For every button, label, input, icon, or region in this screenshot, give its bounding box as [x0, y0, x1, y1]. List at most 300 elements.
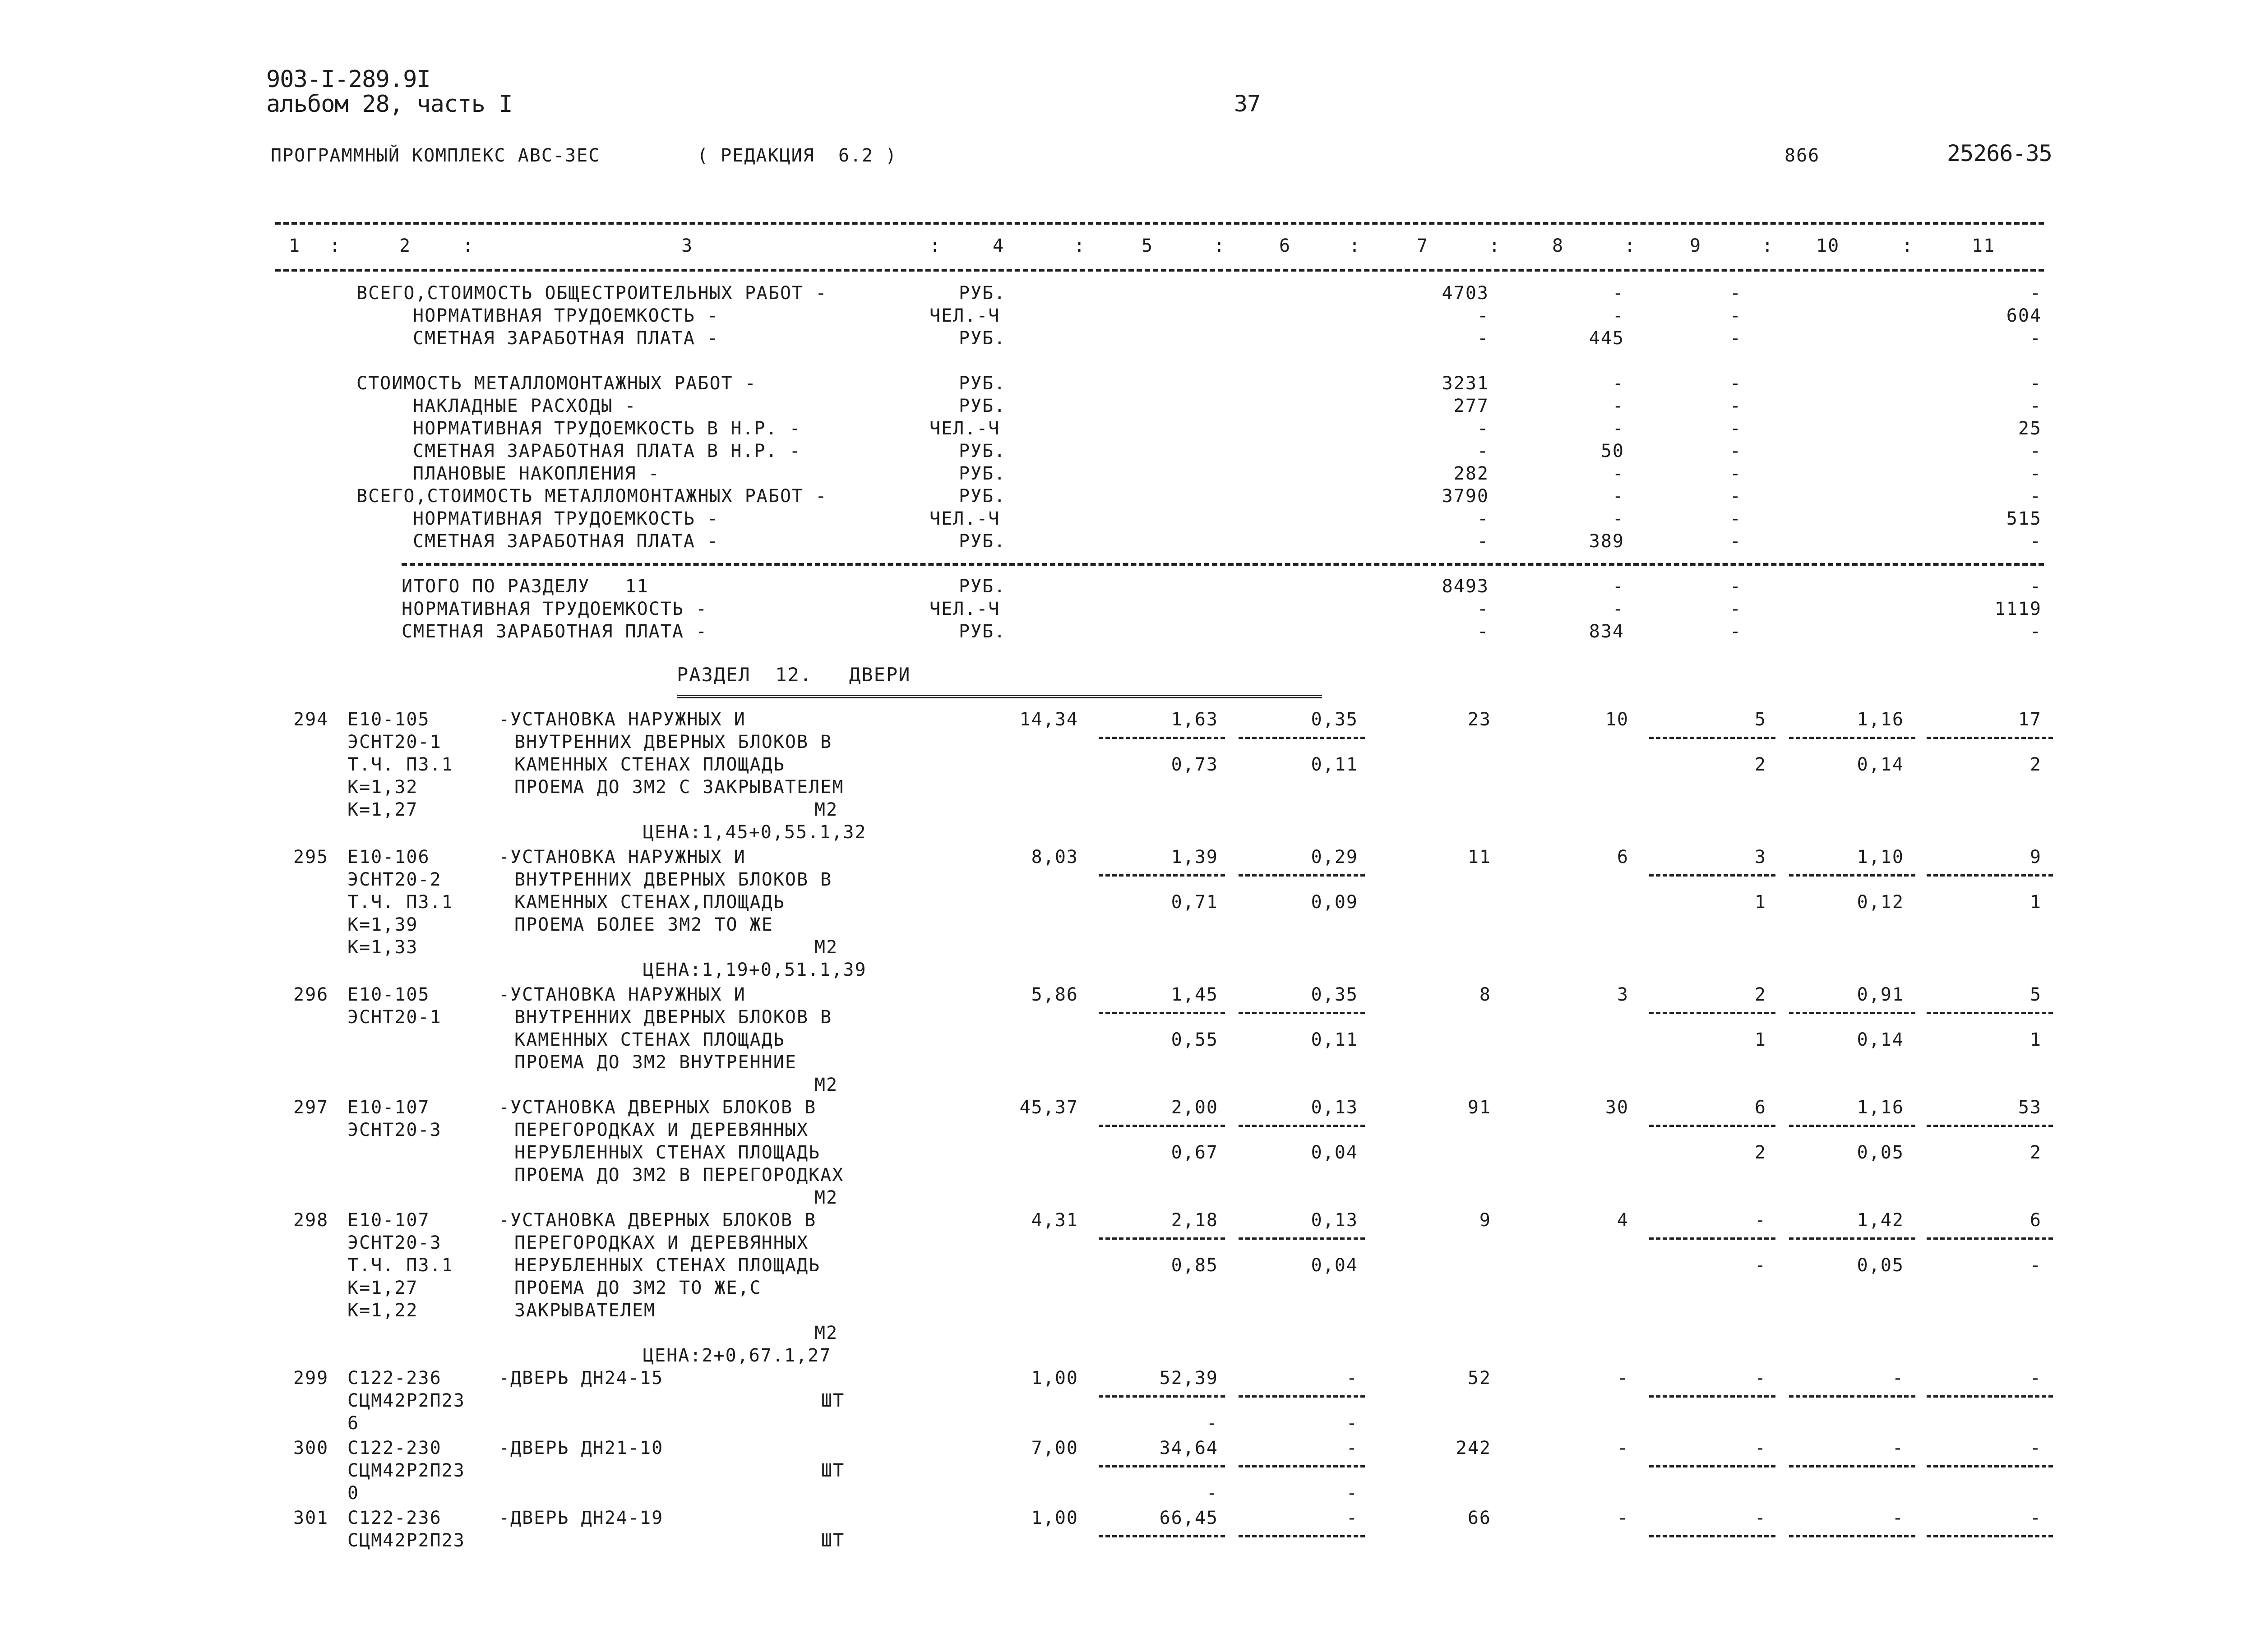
entry-col6: 0,35 [1311, 984, 1358, 1005]
entry-separator [1927, 1535, 2053, 1537]
column-header-cell: 9 [1690, 235, 1702, 256]
summary-unit: ЧЕЛ.-Ч [929, 599, 1000, 619]
summary-unit: ЧЕЛ.-Ч [929, 508, 1000, 529]
summary-unit: РУБ. [959, 576, 1006, 597]
sheet-number: 866 [1784, 145, 1820, 166]
summary-col9: - [1729, 621, 1742, 642]
entry-description: ПРОЕМА БОЛЕЕ 3М2 ТО ЖЕ [514, 914, 773, 935]
entry-separator [1789, 1125, 1915, 1127]
entry-separator [1649, 1465, 1775, 1467]
summary-label: ИТОГО ПО РАЗДЕЛУ 11 [402, 576, 649, 597]
entry-col10: - [1892, 1508, 1904, 1528]
entry-col11-sub: 2 [2029, 1142, 2042, 1163]
entry-col7: 52 [1467, 1368, 1491, 1389]
entry-col11-sub: 1 [2029, 892, 2042, 913]
summary-col11: - [2029, 441, 2042, 461]
summary-col9: - [1729, 396, 1742, 416]
entry-separator [1927, 1465, 2053, 1467]
summary-col7: - [1477, 328, 1489, 349]
entry-separator [1099, 874, 1225, 877]
entry-code: К=1,33 [347, 937, 418, 958]
entry-separator [1099, 1535, 1225, 1537]
entry-col7: 66 [1467, 1508, 1491, 1528]
entry-col9: - [1754, 1508, 1766, 1528]
entry-col4: 5,86 [1031, 984, 1078, 1005]
summary-col9: - [1729, 328, 1742, 349]
program-title: ПРОГРАММНЫЙ КОМПЛЕКС АВС-3ЕС [271, 145, 601, 166]
entry-description: -УСТАНОВКА НАРУЖНЫХ И [499, 709, 746, 730]
summary-label: СТОИМОСТЬ МЕТАЛЛОМОНТАЖНЫХ РАБОТ - [356, 373, 757, 394]
summary-col7: - [1477, 441, 1489, 461]
entry-separator [1099, 1012, 1225, 1014]
summary-col11: - [2029, 373, 2042, 394]
summary-col7: - [1477, 418, 1489, 439]
summary-col9: - [1729, 441, 1742, 461]
entry-number: 297 [293, 1097, 329, 1118]
entry-separator [1239, 874, 1365, 877]
entry-code: ЭСНТ20-3 [347, 1120, 442, 1140]
entry-description: -УСТАНОВКА НАРУЖНЫХ И [499, 847, 746, 868]
summary-label: СМЕТНАЯ ЗАРАБОТНАЯ ПЛАТА - [413, 531, 719, 552]
entry-col4: 7,00 [1031, 1438, 1078, 1458]
entry-description: ВНУТРЕННИХ ДВЕРНЫХ БЛОКОВ В [514, 1007, 832, 1028]
entry-separator [1239, 1395, 1365, 1398]
entry-separator [1099, 1395, 1225, 1398]
entry-col11: 5 [2029, 984, 2042, 1005]
entry-description: НЕРУБЛЕННЫХ СТЕНАХ ПЛОЩАДЬ [514, 1255, 821, 1276]
entry-col10-sub: 0,14 [1857, 1029, 1904, 1050]
entry-code: К=1,39 [347, 914, 418, 935]
summary-unit: ЧЕЛ.-Ч [929, 305, 1000, 326]
summary-col11: - [2029, 396, 2042, 416]
entry-col7: 11 [1467, 847, 1491, 868]
entry-col5-sub: 0,71 [1171, 892, 1218, 913]
entry-separator [1789, 1012, 1915, 1014]
entry-col5: 52,39 [1159, 1368, 1218, 1389]
summary-col8: - [1612, 576, 1624, 597]
column-header-cell: : [1489, 235, 1501, 256]
summary-col7: 4703 [1442, 283, 1489, 304]
entry-separator [1099, 1237, 1225, 1240]
column-header-cell: 1 [289, 235, 301, 256]
entry-col10-sub: 0,05 [1857, 1255, 1904, 1276]
entry-separator [1649, 1237, 1775, 1240]
summary-col11: 604 [2006, 305, 2042, 326]
entry-col8: - [1617, 1438, 1629, 1458]
entry-code: С122-236 [347, 1368, 442, 1389]
entry-separator [1239, 1237, 1365, 1240]
entry-description: М2 [814, 937, 838, 958]
entry-description: ЗАКРЫВАТЕЛЕМ [514, 1300, 656, 1321]
entry-description: -ДВЕРЬ ДН21-10 [499, 1438, 664, 1458]
entry-col6-sub: - [1346, 1483, 1358, 1504]
entry-col7: 91 [1467, 1097, 1491, 1118]
summary-label: ПЛАНОВЫЕ НАКОПЛЕНИЯ - [413, 463, 660, 484]
column-header-cell: : [1624, 235, 1637, 256]
entry-separator [1789, 874, 1915, 877]
entry-number: 296 [293, 984, 329, 1005]
entry-col8: 4 [1617, 1210, 1629, 1231]
section-title: РАЗДЕЛ 12. ДВЕРИ [677, 664, 911, 686]
summary-col7: - [1477, 621, 1489, 642]
entry-col9: 3 [1754, 847, 1766, 868]
entry-separator [1649, 1125, 1775, 1127]
summary-col7: 8493 [1442, 576, 1489, 597]
entry-description: ПЕРЕГОРОДКАХ И ДЕРЕВЯННЫХ [514, 1232, 809, 1253]
column-header-cell: : [1762, 235, 1774, 256]
entry-col6: - [1346, 1508, 1358, 1528]
entry-separator [1789, 1237, 1915, 1240]
summary-label: СМЕТНАЯ ЗАРАБОТНАЯ ПЛАТА - [413, 328, 719, 349]
summary-col11: - [2029, 621, 2042, 642]
entry-number: 294 [293, 709, 329, 730]
summary-col8: - [1612, 508, 1624, 529]
summary-col11: 1119 [1994, 599, 2042, 619]
entry-description: ЦЕНА:2+0,67.1,27 [643, 1345, 832, 1366]
entry-code: Т.Ч. П3.1 [347, 1255, 453, 1276]
entry-col9-sub: 1 [1754, 892, 1766, 913]
summary-col8: - [1612, 463, 1624, 484]
entry-separator [1239, 1012, 1365, 1014]
entry-code: К=1,32 [347, 777, 418, 798]
entry-separator [1649, 1535, 1775, 1537]
summary-unit: РУБ. [959, 373, 1006, 394]
entry-col4: 1,00 [1031, 1508, 1078, 1528]
entry-col4: 4,31 [1031, 1210, 1078, 1231]
entry-number: 295 [293, 847, 329, 868]
table-top-rule [275, 222, 2044, 225]
entry-separator [1099, 1465, 1225, 1467]
entry-col11: - [2029, 1438, 2042, 1458]
entry-description: ПРОЕМА ДО 3М2 ТО ЖЕ,С [514, 1278, 762, 1298]
entry-col11-sub: 1 [2029, 1029, 2042, 1050]
entry-col11-sub: 2 [2029, 754, 2042, 775]
entry-code: 6 [347, 1413, 360, 1434]
column-header-cell: 6 [1279, 235, 1291, 256]
column-header-cell: 7 [1417, 235, 1429, 256]
entry-separator [1239, 1535, 1365, 1537]
entry-col5-sub: 0,67 [1171, 1142, 1218, 1163]
entry-code: Е10-107 [347, 1210, 430, 1231]
summary-label: ВСЕГО,СТОИМОСТЬ ОБЩЕСТРОИТЕЛЬНЫХ РАБОТ - [356, 283, 828, 304]
entry-separator [1927, 1395, 2053, 1398]
entry-col9: 2 [1754, 984, 1766, 1005]
summary-col8: - [1612, 373, 1624, 394]
summary-col7: 282 [1453, 463, 1489, 484]
summary-col11: - [2029, 463, 2042, 484]
summary-col9: - [1729, 463, 1742, 484]
entry-code: ЭСНТ20-1 [347, 732, 442, 752]
summary-col7: - [1477, 531, 1489, 552]
summary-unit: РУБ. [959, 621, 1006, 642]
summary-col11: 515 [2006, 508, 2042, 529]
entry-code: К=1,27 [347, 1278, 418, 1298]
entry-code: 0 [347, 1483, 360, 1504]
entry-col6-sub: 0,04 [1311, 1142, 1358, 1163]
entry-code: С122-230 [347, 1438, 442, 1458]
column-header-cell: : [1214, 235, 1226, 256]
entry-col6-sub: 0,11 [1311, 754, 1358, 775]
entry-col9-sub: 1 [1754, 1029, 1766, 1050]
summary-col11: 25 [2018, 418, 2042, 439]
entry-description: ПРОЕМА ДО 3М2 С ЗАКРЫВАТЕЛЕМ [514, 777, 844, 798]
entry-description: КАМЕННЫХ СТЕНАХ ПЛОЩАДЬ [514, 1029, 785, 1050]
entry-col5: 1,39 [1171, 847, 1218, 868]
entry-col6: 0,35 [1311, 709, 1358, 730]
document-code: 903-I-289.9I [266, 66, 430, 93]
summary-col8: 445 [1589, 328, 1624, 349]
column-header-cell: : [929, 235, 942, 256]
entry-description: ЦЕНА:1,19+0,51.1,39 [643, 960, 867, 980]
entry-col9: - [1754, 1368, 1766, 1389]
entry-description: ШТ [821, 1460, 845, 1481]
entry-col11: 53 [2018, 1097, 2042, 1118]
entry-col6-sub: 0,11 [1311, 1029, 1358, 1050]
summary-col7: - [1477, 508, 1489, 529]
entry-col5-sub: 0,73 [1171, 754, 1218, 775]
summary-col8: - [1612, 396, 1624, 416]
entry-col11: - [2029, 1508, 2042, 1528]
entry-separator [1649, 1395, 1775, 1398]
entry-separator [1239, 737, 1365, 739]
entry-col5-sub: - [1206, 1483, 1218, 1504]
summary-col11: - [2029, 576, 2042, 597]
entry-code: СЦМ42Р2П23 [347, 1390, 465, 1411]
section-underline [677, 695, 1322, 698]
entry-col10-sub: 0,05 [1857, 1142, 1904, 1163]
entry-col9-sub: 2 [1754, 1142, 1766, 1163]
entry-col8: 3 [1617, 984, 1629, 1005]
entry-col6-sub: - [1346, 1413, 1358, 1434]
entry-col6-sub: 0,04 [1311, 1255, 1358, 1276]
entry-code: Е10-105 [347, 984, 430, 1005]
entry-col7: 242 [1456, 1438, 1491, 1458]
entry-separator [1789, 737, 1915, 739]
summary-unit: РУБ. [959, 463, 1006, 484]
entry-col5-sub: - [1206, 1413, 1218, 1434]
entry-col4: 8,03 [1031, 847, 1078, 868]
entry-col7: 9 [1479, 1210, 1491, 1231]
entry-col6: - [1346, 1368, 1358, 1389]
column-header-cell: : [329, 235, 342, 256]
entry-description: М2 [814, 1187, 838, 1208]
entry-description: ЦЕНА:1,45+0,55.1,32 [643, 822, 867, 843]
column-header-cell: : [1349, 235, 1361, 256]
summary-col7: 277 [1453, 396, 1489, 416]
entry-separator [1789, 1395, 1915, 1398]
summary-unit: РУБ. [959, 283, 1006, 304]
entry-col6-sub: 0,09 [1311, 892, 1358, 913]
entry-col10: 1,16 [1857, 709, 1904, 730]
summary-col11: - [2029, 328, 2042, 349]
entry-number: 298 [293, 1210, 329, 1231]
entry-col9: 6 [1754, 1097, 1766, 1118]
summary-col8: - [1612, 305, 1624, 326]
archive-number: 25266-35 [1947, 140, 2052, 166]
entry-col11-sub: - [2029, 1255, 2042, 1276]
summary-col7: 3231 [1442, 373, 1489, 394]
entry-description: -УСТАНОВКА НАРУЖНЫХ И [499, 984, 746, 1005]
entry-code: К=1,27 [347, 799, 418, 820]
entry-number: 300 [293, 1438, 329, 1458]
summary-col9: - [1729, 486, 1742, 507]
summary-label: СМЕТНАЯ ЗАРАБОТНАЯ ПЛАТА В Н.Р. - [413, 441, 801, 461]
entry-col7: 23 [1467, 709, 1491, 730]
entry-separator [1239, 1465, 1365, 1467]
page-number: 37 [1234, 91, 1261, 117]
entry-col7: 8 [1479, 984, 1491, 1005]
entry-col5: 66,45 [1159, 1508, 1218, 1528]
entry-number: 301 [293, 1508, 329, 1528]
entry-description: КАМЕННЫХ СТЕНАХ,ПЛОЩАДЬ [514, 892, 785, 913]
summary-col9: - [1729, 508, 1742, 529]
entry-code: К=1,22 [347, 1300, 418, 1321]
entry-separator [1239, 1125, 1365, 1127]
entry-code: ЭСНТ20-2 [347, 869, 442, 890]
summary-col9: - [1729, 373, 1742, 394]
summary-col11: - [2029, 486, 2042, 507]
summary-unit: РУБ. [959, 396, 1006, 416]
summary-label: НОРМАТИВНАЯ ТРУДОЕМКОСТЬ - [413, 508, 719, 529]
entry-col9: 5 [1754, 709, 1766, 730]
summary-col9: - [1729, 599, 1742, 619]
entry-col5: 2,00 [1171, 1097, 1218, 1118]
summary-label: НАКЛАДНЫЕ РАСХОДЫ - [413, 396, 637, 416]
entry-col6: 0,13 [1311, 1097, 1358, 1118]
entry-description: -ДВЕРЬ ДН24-19 [499, 1508, 664, 1528]
column-header-cell: 4 [993, 235, 1005, 256]
summary-unit: РУБ. [959, 531, 1006, 552]
entry-description: КАМЕННЫХ СТЕНАХ ПЛОЩАДЬ [514, 754, 785, 775]
entry-separator [1099, 1125, 1225, 1127]
entry-col11: - [2029, 1368, 2042, 1389]
album-label: альбом 28, часть I [266, 91, 513, 118]
summary-label: СМЕТНАЯ ЗАРАБОТНАЯ ПЛАТА - [402, 621, 708, 642]
column-header-cell: 8 [1552, 235, 1564, 256]
entry-code: Е10-106 [347, 847, 430, 868]
entry-col10: - [1892, 1438, 1904, 1458]
table-header-rule [275, 269, 2044, 272]
entry-col5: 34,64 [1159, 1438, 1218, 1458]
entry-col9: - [1754, 1210, 1766, 1231]
entry-code: СЦМ42Р2П23 [347, 1460, 465, 1481]
entry-code: СЦМ42Р2П23 [347, 1530, 465, 1551]
summary-label: НОРМАТИВНАЯ ТРУДОЕМКОСТЬ - [402, 599, 708, 619]
column-header-cell: : [462, 235, 475, 256]
entry-col6: 0,29 [1311, 847, 1358, 868]
summary-col8: 834 [1589, 621, 1624, 642]
entry-code: ЭСНТ20-1 [347, 1007, 442, 1028]
entry-col8: - [1617, 1368, 1629, 1389]
entry-col10: 1,10 [1857, 847, 1904, 868]
entry-description: -УСТАНОВКА ДВЕРНЫХ БЛОКОВ В [499, 1210, 817, 1231]
entry-description: М2 [814, 799, 838, 820]
summary-label: ВСЕГО,СТОИМОСТЬ МЕТАЛЛОМОНТАЖНЫХ РАБОТ - [356, 486, 828, 507]
entry-description: М2 [814, 1323, 838, 1343]
summary-col7: - [1477, 305, 1489, 326]
entry-description: -ДВЕРЬ ДН24-15 [499, 1368, 664, 1389]
entry-code: Е10-105 [347, 709, 430, 730]
summary-unit: РУБ. [959, 486, 1006, 507]
entry-separator [1927, 874, 2053, 877]
summary-col8: - [1612, 599, 1624, 619]
summary-unit: РУБ. [959, 441, 1006, 461]
summary-col11: - [2029, 283, 2042, 304]
entry-separator [1789, 1465, 1915, 1467]
entry-col9-sub: - [1754, 1255, 1766, 1276]
entry-col5: 2,18 [1171, 1210, 1218, 1231]
summary-col8: - [1612, 283, 1624, 304]
entry-description: -УСТАНОВКА ДВЕРНЫХ БЛОКОВ В [499, 1097, 817, 1118]
summary-col9: - [1729, 576, 1742, 597]
entry-separator [1649, 1012, 1775, 1014]
summary-col8: - [1612, 418, 1624, 439]
summary-unit: РУБ. [959, 328, 1006, 349]
entry-col8: 30 [1605, 1097, 1629, 1118]
entry-col8: 10 [1605, 709, 1629, 730]
summary-label: НОРМАТИВНАЯ ТРУДОЕМКОСТЬ - [413, 305, 719, 326]
entry-col10: 1,16 [1857, 1097, 1904, 1118]
column-header-cell: : [1902, 235, 1914, 256]
entry-col5-sub: 0,55 [1171, 1029, 1218, 1050]
entry-col11: 9 [2029, 847, 2042, 868]
entry-col6: 0,13 [1311, 1210, 1358, 1231]
entry-col10-sub: 0,12 [1857, 892, 1904, 913]
entry-description: ШТ [821, 1530, 845, 1551]
entry-separator [1927, 1125, 2053, 1127]
entry-separator [1927, 1237, 2053, 1240]
column-header-cell: : [1074, 235, 1086, 256]
entry-number: 299 [293, 1368, 329, 1389]
column-header-cell: 3 [681, 235, 693, 256]
entry-col5-sub: 0,85 [1171, 1255, 1218, 1276]
entry-col5: 1,63 [1171, 709, 1218, 730]
column-header-cell: 11 [1972, 235, 1996, 256]
column-header-cell: 5 [1142, 235, 1154, 256]
entry-col4: 45,37 [1019, 1097, 1078, 1118]
entry-separator [1789, 1535, 1915, 1537]
column-header-cell: 2 [399, 235, 411, 256]
summary-col8: - [1612, 486, 1624, 507]
entry-description: ПРОЕМА ДО 3М2 ВНУТРЕННИЕ [514, 1052, 797, 1073]
entry-description: ПЕРЕГОРОДКАХ И ДЕРЕВЯННЫХ [514, 1120, 809, 1140]
entry-code: ЭСНТ20-3 [347, 1232, 442, 1253]
entry-code: Т.Ч. П3.1 [347, 892, 453, 913]
subtotal-rule [402, 563, 2044, 566]
entry-code: С122-236 [347, 1508, 442, 1528]
entry-separator [1927, 1012, 2053, 1014]
summary-col8: 389 [1589, 531, 1624, 552]
entry-description: М2 [814, 1075, 838, 1095]
entry-col10: 0,91 [1857, 984, 1904, 1005]
summary-label: НОРМАТИВНАЯ ТРУДОЕМКОСТЬ В Н.Р. - [413, 418, 801, 439]
summary-col7: 3790 [1442, 486, 1489, 507]
entry-col4: 1,00 [1031, 1368, 1078, 1389]
entry-col10: - [1892, 1368, 1904, 1389]
entry-col9: - [1754, 1438, 1766, 1458]
entry-col10: 1,42 [1857, 1210, 1904, 1231]
summary-col9: - [1729, 305, 1742, 326]
entry-separator [1649, 874, 1775, 877]
entry-col9-sub: 2 [1754, 754, 1766, 775]
entry-code: Т.Ч. П3.1 [347, 754, 453, 775]
entry-col10-sub: 0,14 [1857, 754, 1904, 775]
entry-separator [1649, 737, 1775, 739]
summary-col11: - [2029, 531, 2042, 552]
entry-description: ПРОЕМА ДО 3М2 В ПЕРЕГОРОДКАХ [514, 1165, 844, 1186]
entry-description: ВНУТРЕННИХ ДВЕРНЫХ БЛОКОВ В [514, 869, 832, 890]
summary-col7: - [1477, 599, 1489, 619]
